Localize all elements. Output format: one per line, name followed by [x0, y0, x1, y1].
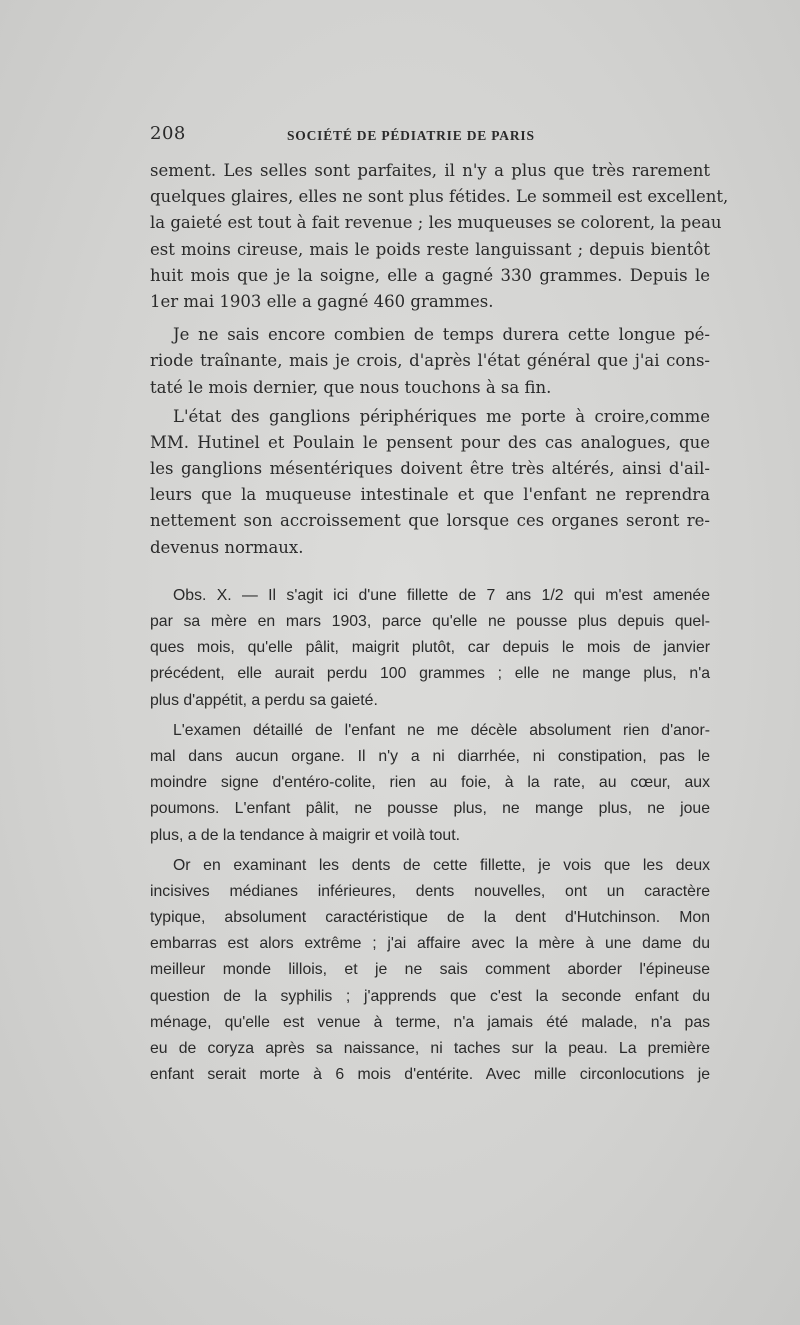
- text-line: question de la syphilis ; j'apprends que c'est la seconde enfant du: [150, 987, 710, 1005]
- text-line: sement. Les selles sont parfaites, il n'y a plus que très rarement: [150, 161, 710, 180]
- text-line: ménage, qu'elle est venue à terme, n'a jamais été malade, n'a pas: [150, 1013, 710, 1031]
- text-line: typique, absolument caractéristique de la dent d'Hutchinson. Mon: [150, 909, 710, 927]
- text-line: devenus normaux.: [150, 537, 304, 557]
- text-line: mal dans aucun organe. Il n'y a ni diarrhée, ni constipation, pas le: [150, 747, 710, 765]
- text-line: par sa mère en mars 1903, parce qu'elle ne pousse plus depuis quel-: [150, 613, 710, 630]
- paragraph: [150, 158, 729, 315]
- text-line: incisives médianes inférieures, dents nouvelles, ont un caractère: [150, 882, 710, 900]
- text-line: moindre signe d'entéro-colite, rien au foie, à la rate, au cœur, aux: [150, 774, 710, 792]
- text-line: embarras est alors extrême ; j'ai affaire avec la mère à une dame du: [150, 935, 710, 953]
- text-line: Obs. X. — Il s'agit ici d'une fillette de 7 ans 1/2 qui m'est amenée: [173, 586, 710, 604]
- text-line: 1er mai 1903 elle a gagné 460 grammes.: [150, 291, 494, 311]
- paragraph: [150, 853, 710, 1089]
- text-line: ques mois, qu'elle pâlit, maigrit plutôt, car depuis le mois de janvier: [150, 639, 710, 657]
- text-line: taté le mois dernier, que nous touchons à sa fin.: [150, 377, 552, 397]
- running-title: SOCIÉTÉ DE PÉDIATRIE DE PARIS: [287, 128, 535, 143]
- text-line: L'examen détaillé de l'enfant ne me décèle absolument rien d'anor-: [173, 721, 710, 739]
- observation-paragraph: [150, 583, 710, 714]
- text-line: MM. Hutinel et Poulain le pensent pour des cas analogues, que: [150, 432, 710, 452]
- text-line: nettement son accroissement que lorsque ces organes seront re-: [150, 511, 710, 531]
- text-line: L'état des ganglions périphériques me porte à croire,comme: [173, 406, 710, 426]
- paragraph: [150, 322, 710, 401]
- text-line: leurs que la muqueuse intestinale et que l'enfant ne reprendra: [150, 485, 710, 505]
- text-line: les ganglions mésentériques doivent être très altérés, ainsi d'ail-: [150, 459, 710, 479]
- text-line: Or en examinant les dents de cette fillette, je vois que les deux: [173, 856, 710, 874]
- text-line: eu de coryza après sa naissance, ni taches sur la peau. La première: [150, 1040, 710, 1057]
- text-line: plus d'appétit, a perdu sa gaieté.: [150, 691, 378, 709]
- page-header: [150, 118, 710, 158]
- document-page: [150, 118, 729, 1088]
- text-line: précédent, elle aurait perdu 100 grammes ; elle ne mange plus, n'a: [150, 665, 710, 683]
- paragraph: [150, 718, 710, 849]
- text-line: riode traînante, mais je crois, d'après l'état général que j'ai cons-: [150, 351, 710, 371]
- text-line: quelques glaires, elles ne sont plus fétides. Le sommeil est excellent,: [150, 187, 729, 207]
- text-line: la gaieté est tout à fait revenue ; les muqueuses se colorent, la peau: [150, 213, 722, 233]
- paragraph: [150, 404, 710, 561]
- text-line: est moins cireuse, mais le poids reste languissant ; depuis bientôt: [150, 239, 710, 259]
- text-line: poumons. L'enfant pâlit, ne pousse plus, ne mange plus, ne joue: [150, 800, 710, 818]
- text-line: enfant serait morte à 6 mois d'entérite. Avec mille circonlocutions je: [150, 1066, 710, 1084]
- text-line: huit mois que je la soigne, elle a gagné 330 grammes. Depuis le: [150, 265, 710, 285]
- page-number: 208: [150, 123, 186, 144]
- text-line: meilleur monde lillois, et je ne sais comment aborder l'épineuse: [150, 961, 710, 979]
- text-line: plus, a de la tendance à maigrir et voilà tout.: [150, 826, 460, 844]
- text-line: Je ne sais encore combien de temps durera cette longue pé-: [173, 325, 710, 345]
